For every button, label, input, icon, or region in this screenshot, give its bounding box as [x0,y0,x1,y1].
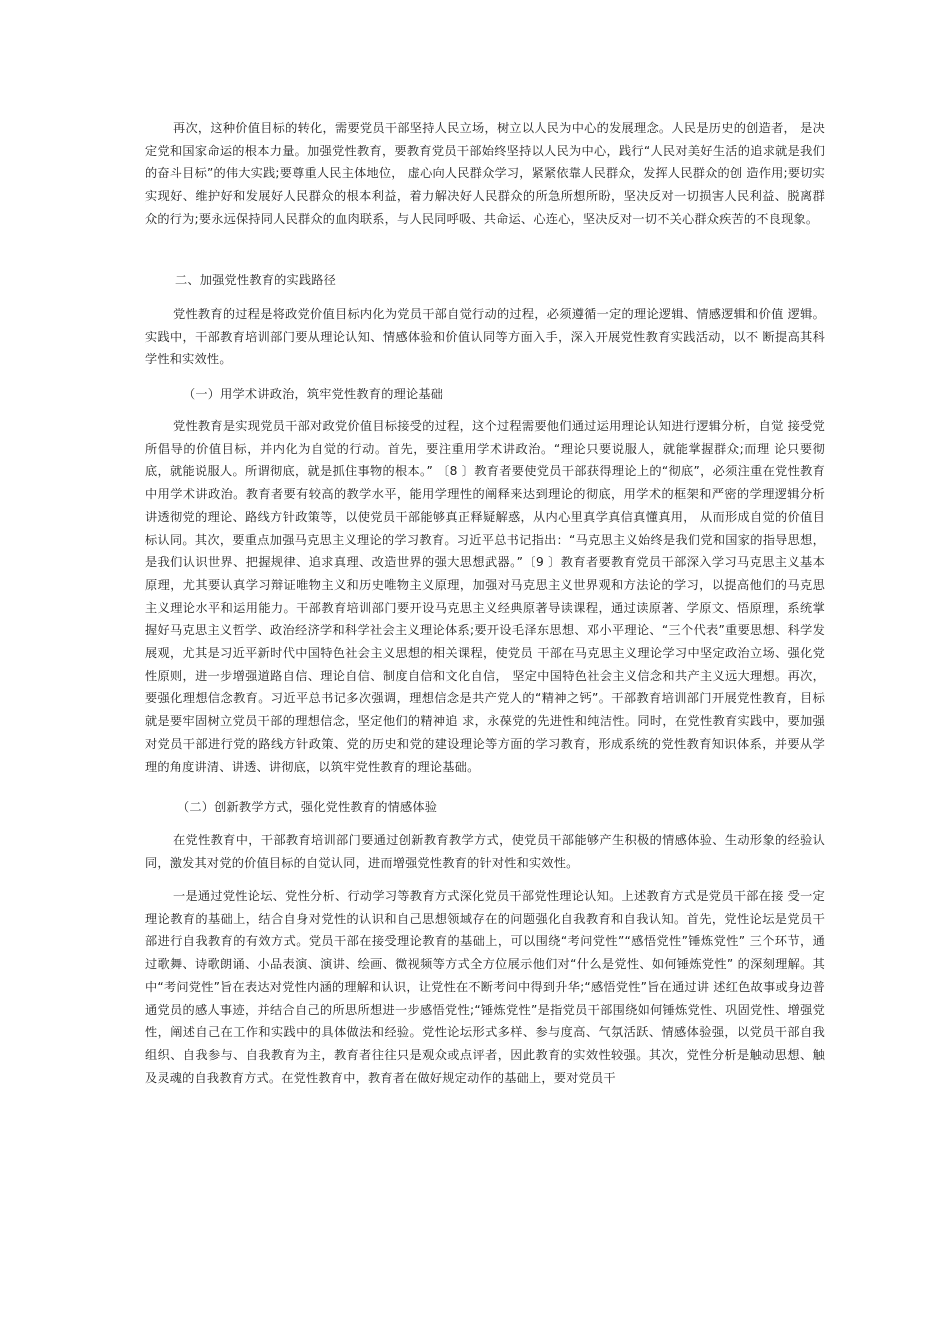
paragraph-practice-intro: 党性教育的过程是将政党价值目标内化为党员干部自觉行动的过程，必须遵循一定的理论逻辑、情感逻辑和价值 逻辑。实践中，干部教育培训部门要从理论认知、情感体验和价值认同等方面入手，深入开展党性教育实践活动，以不 断提高其科学性和实效性。 [145,307,825,367]
subheading-theory-foundation: （一）用学术讲政治，筑牢党性教育的理论基础 [183,387,444,401]
paragraph-teaching-innovation: 在党性教育中，干部教育培训部门要通过创新教育教学方式，使党员干部能够产生积极的情感体验、生动形象的经验认同，激发其对党的价值目标的自觉认同，进而增强党性教育的针对性和实效性。 [145,833,825,870]
subheading-emotional-experience: （二）创新教学方式，强化党性教育的情感体验 [177,800,438,814]
paragraph-party-forum: 一是通过党性论坛、党性分析、行动学习等教育方式深化党员干部党性理论认知。上述教育方式是党员干部在接 受一定理论教育的基础上，结合自身对党性的认识和自己思想领域存在的问题强化自我教育和自我认知。首先，党性论坛是党员干部进行自我教育的有效方式。党员干部在接受理论教育的基础上，可以围绕“考问党性”“感悟党性”锤炼党性” 三个环节，通过歌舞、诗歌朗诵、小品表演、演讲、绘画、微视频等方式全方位展示他们对“什么是党性、如何锤炼党性” 的深刻理解。其中“考问党性”旨在表达对党性内涵的理解和认识，让党性在不断考问中得到升华;“感悟党性”旨在通过讲 述红色故事或身边普通党员的感人事迹，并结合自己的所思所想进一步感悟党性;“锤炼党性”是指党员干部围绕如何锤炼党性、巩固党性、增强党性，阐述自己在工作和实践中的具体做法和经验。党性论坛形式多样、参与度高、气氛活跃、情感体验强，以党员干部自我组织、自我参与、自我教育为主，教育者往往只是观众或点评者，因此教育的实效性较强。其次，党性分析是触动思想、触及灵魂的自我教育方式。在党性教育中，教育者在做好规定动作的基础上，要对党员干 [145,889,825,1085]
paragraph-theory-foundation: 党性教育是实现党员干部对政党价值目标接受的过程，这个过程需要他们通过运用理论认知进行逻辑分析，自觉 接受党所倡导的价值目标，并内化为自觉的行动。首先，要注重用学术讲政治。“理论只要说服人，就能掌握群众;而理 论只要彻底，就能说服人。所谓彻底，就是抓住事物的根本。” 〔8 〕教育者要使党员干部获得理论上的“彻底”，必须注重在党性教育中用学术讲政治。教育者要有较高的教学水平，能用学理性的阐释来达到理论的彻底，用学术的框架和严密的学理逻辑分析讲透彻党的理论、路线方针政策等，以使党员干部能够真正释疑解惑，从内心里真学真信真懂真用， 从而形成自觉的价值目标认同。其次，要重点加强马克思主义理论的学习教育。习近平总书记指出：“马克思主义始终是我们党和国家的指导思想，是我们认识世界、把握规律、追求真理、改造世界的强大思想武器。”〔9 〕教育者要教育党员干部深入学习马克思主义基本原理，尤其要认真学习辩证唯物主义和历史唯物主义原理，加强对马克思主义世界观和方法论的学习，以提高他们的马克思主义理论水平和运用能力。干部教育培训部门要开设马克思主义经典原著导读课程，通过读原著、学原文、悟原理，系统掌握好马克思主义哲学、政治经济学和科学社会主义理论体系;要开设毛泽东思想、邓小平理论、“三个代表”重要思想、科学发展观，尤其是习近平新时代中国特色社会主义思想的相关课程，使党员 干部在马克思主义理论学习中坚定政治立场、强化党性原则，进一步增强道路自信、理论自信、制度自信和文化自信， 坚定中国特色社会主义信念和共产主义远大理想。再次，要强化理想信念教育。习近平总书记多次强调，理想信念是共产党人的“精神之钙”。干部教育培训部门开展党性教育，目标就是要牢固树立党员干部的理想信念，坚定他们的精神追 求，永葆党的先进性和纯洁性。同时，在党性教育实践中，要加强对党员干部进行党的路线方针政策、党的历史和党的建设理论等方面的学习教育，形成系统的党性教育知识体系，并要从学理的角度讲清、讲透、讲彻底，以筑牢党性教育的理论基础。 [145,419,825,774]
section-heading-practice-path: 二、加强党性教育的实践路径 [175,273,337,287]
paragraph-people-centered: 再次，这种价值目标的转化，需要党员干部坚持人民立场，树立以人民为中心的发展理念。人民是历史的创造者， 是决定党和国家命运的根本力量。加强党性教育，要教育党员干部始终坚持以人民为中心，践行“人民对美好生活的追求就是我们的奋斗目标”的伟大实践;要尊重人民主体地位， 虚心向人民群众学习，紧紧依靠人民群众，发挥人民群众的创 造作用;要切实实现好、维护好和发展好人民群众的根本利益，着力解决好人民群众的所急所想所盼，坚决反对一切损害人民利益、脱离群众的行为;要永远保持同人民群众的血肉联系，与人民同呼吸、共命运、心连心，坚决反对一切不关心群众疾苦的不良现象。 [145,121,825,226]
